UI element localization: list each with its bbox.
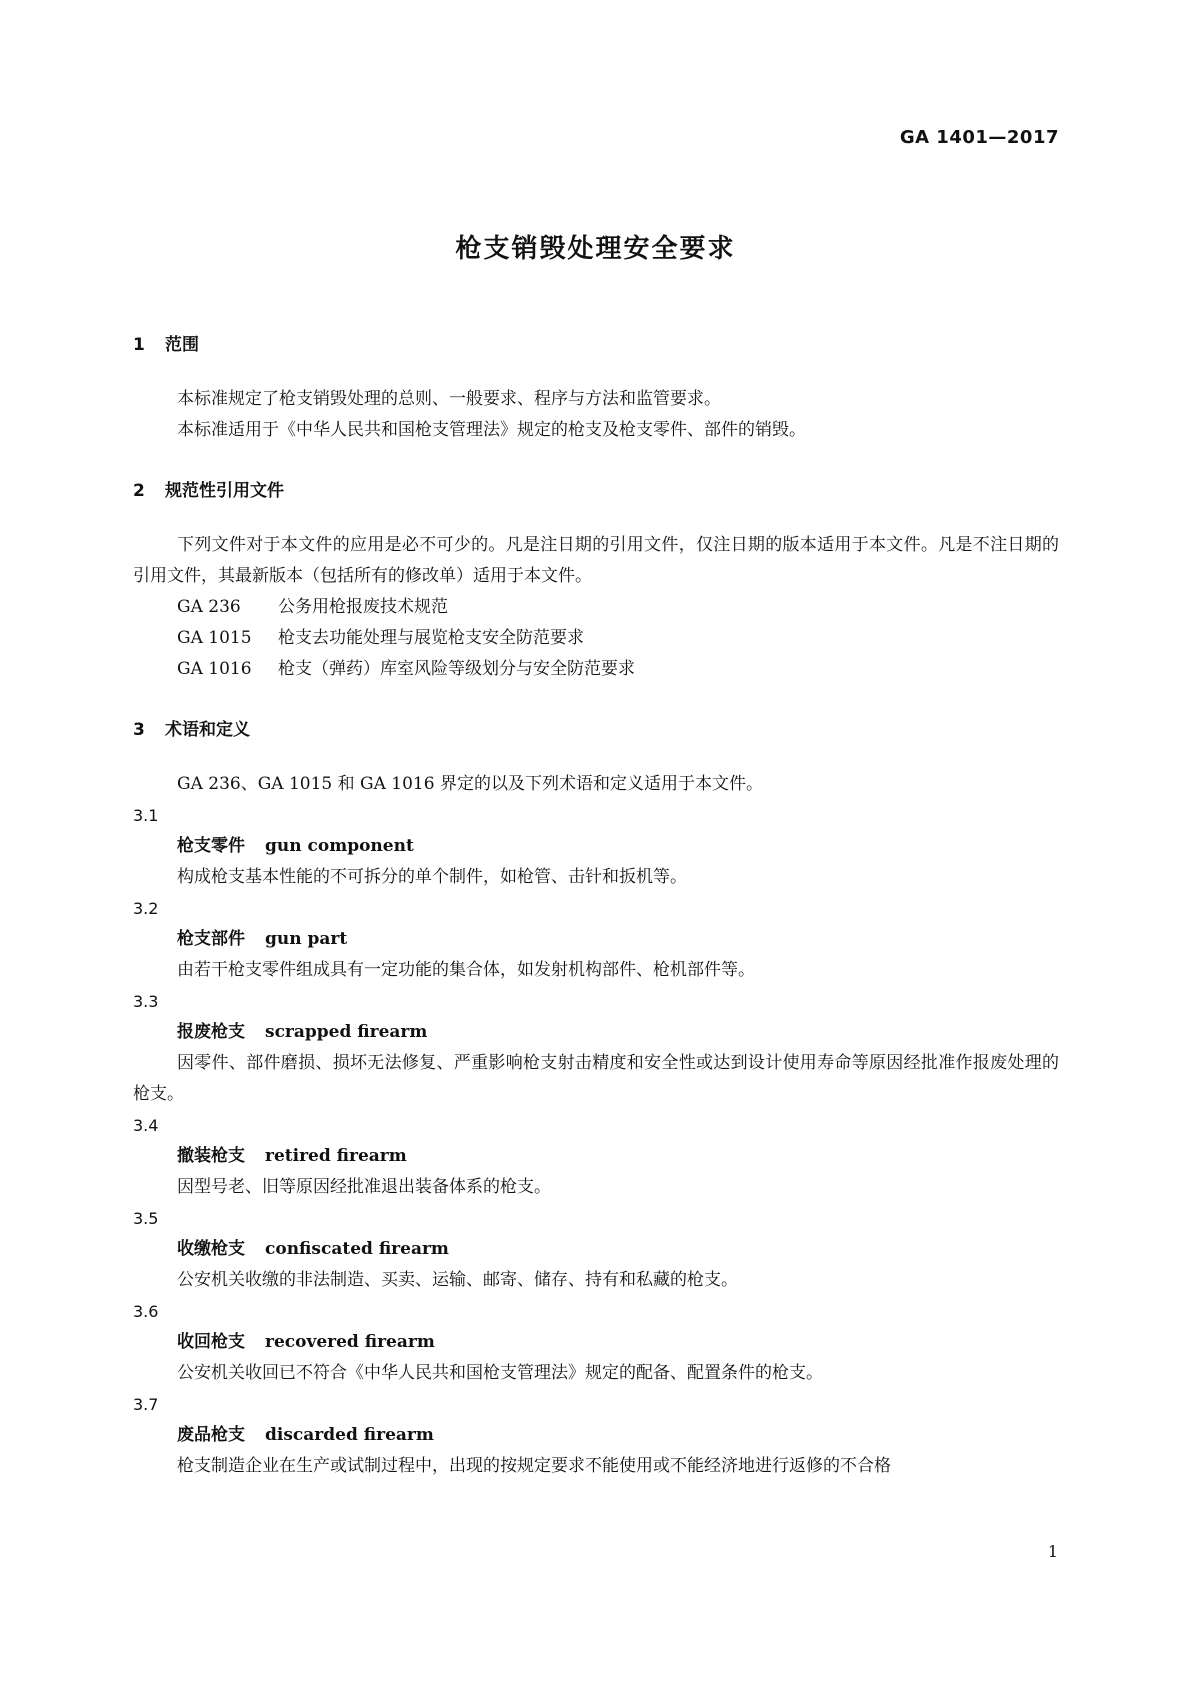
scope-paragraph: 本标准规定了枪支销毁处理的总则、一般要求、程序与方法和监管要求。	[177, 389, 721, 409]
reference-title: 枪支去功能处理与展览枪支安全防范要求	[278, 628, 584, 648]
term-name-zh: 废品枪支	[177, 1425, 245, 1445]
term-definition: 因零件、部件磨损、损坏无法修复、严重影响枪支射击精度和安全性或达到设计使用寿命等原因经批准作报废处理的枪支。	[133, 1053, 1059, 1104]
term-name-zh: 收回枪支	[177, 1332, 245, 1352]
term-name-en: gun part	[265, 929, 348, 949]
section-3-heading	[133, 715, 1059, 745]
section-title: 范围	[165, 335, 199, 355]
term-entry	[133, 893, 1059, 986]
references-intro: 下列文件对于本文件的应用是必不可少的。凡是注日期的引用文件，仅注日期的版本适用于本文件。凡是不注日期的引用文件，其最新版本（包括所有的修改单）适用于本文件。	[133, 535, 1059, 586]
term-name-zh: 枪支零件	[177, 836, 245, 856]
term-name-en: retired firearm	[265, 1146, 407, 1166]
term-number: 3.5	[133, 1209, 159, 1228]
reference-item	[133, 592, 1059, 623]
reference-item	[133, 623, 1059, 654]
term-name	[133, 831, 1059, 862]
reference-code: GA 1016	[177, 659, 252, 679]
terms-intro: GA 236、GA 1015 和 GA 1016 界定的以及下列术语和定义适用于本文件。	[177, 774, 763, 794]
section-2-heading	[133, 476, 1059, 506]
section-title: 术语和定义	[165, 720, 250, 740]
term-name	[133, 924, 1059, 955]
term-number: 3.3	[133, 992, 159, 1011]
term-entry	[133, 1110, 1059, 1203]
term-entry	[133, 1203, 1059, 1296]
term-name	[133, 1017, 1059, 1048]
term-name-en: recovered firearm	[265, 1332, 435, 1352]
reference-title: 枪支（弹药）库室风险等级划分与安全防范要求	[278, 659, 635, 679]
reference-code: GA 236	[177, 597, 241, 617]
reference-title: 公务用枪报废技术规范	[278, 597, 448, 617]
term-number: 3.2	[133, 899, 159, 918]
reference-item	[133, 654, 1059, 685]
term-definition: 公安机关收回已不符合《中华人民共和国枪支管理法》规定的配备、配置条件的枪支。	[177, 1363, 823, 1383]
section-number: 1	[133, 335, 145, 355]
term-definition: 由若干枪支零件组成具有一定功能的集合体，如发射机构部件、枪机部件等。	[177, 960, 755, 980]
term-name	[133, 1327, 1059, 1358]
standard-number: GA 1401—2017	[899, 127, 1059, 148]
term-name-en: scrapped firearm	[265, 1022, 428, 1042]
term-number: 3.1	[133, 806, 159, 825]
page-number: 1	[1047, 1542, 1058, 1561]
term-number: 3.7	[133, 1395, 159, 1414]
term-number: 3.6	[133, 1302, 159, 1321]
document-body	[133, 330, 1059, 1482]
term-entry	[133, 986, 1059, 1110]
term-name-zh: 报废枪支	[177, 1022, 245, 1042]
section-title: 规范性引用文件	[165, 481, 284, 501]
term-name	[133, 1234, 1059, 1265]
term-name-zh: 撤装枪支	[177, 1146, 245, 1166]
term-definition: 构成枪支基本性能的不可拆分的单个制件，如枪管、击针和扳机等。	[177, 867, 687, 887]
section-number: 3	[133, 720, 145, 740]
document-title: 枪支销毁处理安全要求	[455, 234, 736, 264]
section-number: 2	[133, 481, 145, 501]
term-entry	[133, 1389, 1059, 1482]
term-name	[133, 1141, 1059, 1172]
term-definition: 因型号老、旧等原因经批准退出装备体系的枪支。	[177, 1177, 551, 1197]
term-number: 3.4	[133, 1116, 159, 1135]
term-name	[133, 1420, 1059, 1451]
term-definition: 枪支制造企业在生产或试制过程中，出现的按规定要求不能使用或不能经济地进行返修的不合格	[177, 1456, 891, 1476]
term-entry	[133, 1296, 1059, 1389]
scope-paragraph: 本标准适用于《中华人民共和国枪支管理法》规定的枪支及枪支零件、部件的销毁。	[177, 420, 806, 440]
term-name-zh: 收缴枪支	[177, 1239, 245, 1259]
reference-code: GA 1015	[177, 628, 252, 648]
section-1-heading	[133, 330, 1059, 360]
term-name-en: discarded firearm	[265, 1425, 434, 1445]
term-name-en: gun component	[265, 836, 414, 856]
term-definition: 公安机关收缴的非法制造、买卖、运输、邮寄、储存、持有和私藏的枪支。	[177, 1270, 738, 1290]
term-entry	[133, 800, 1059, 893]
term-name-zh: 枪支部件	[177, 929, 245, 949]
term-name-en: confiscated firearm	[265, 1239, 449, 1259]
